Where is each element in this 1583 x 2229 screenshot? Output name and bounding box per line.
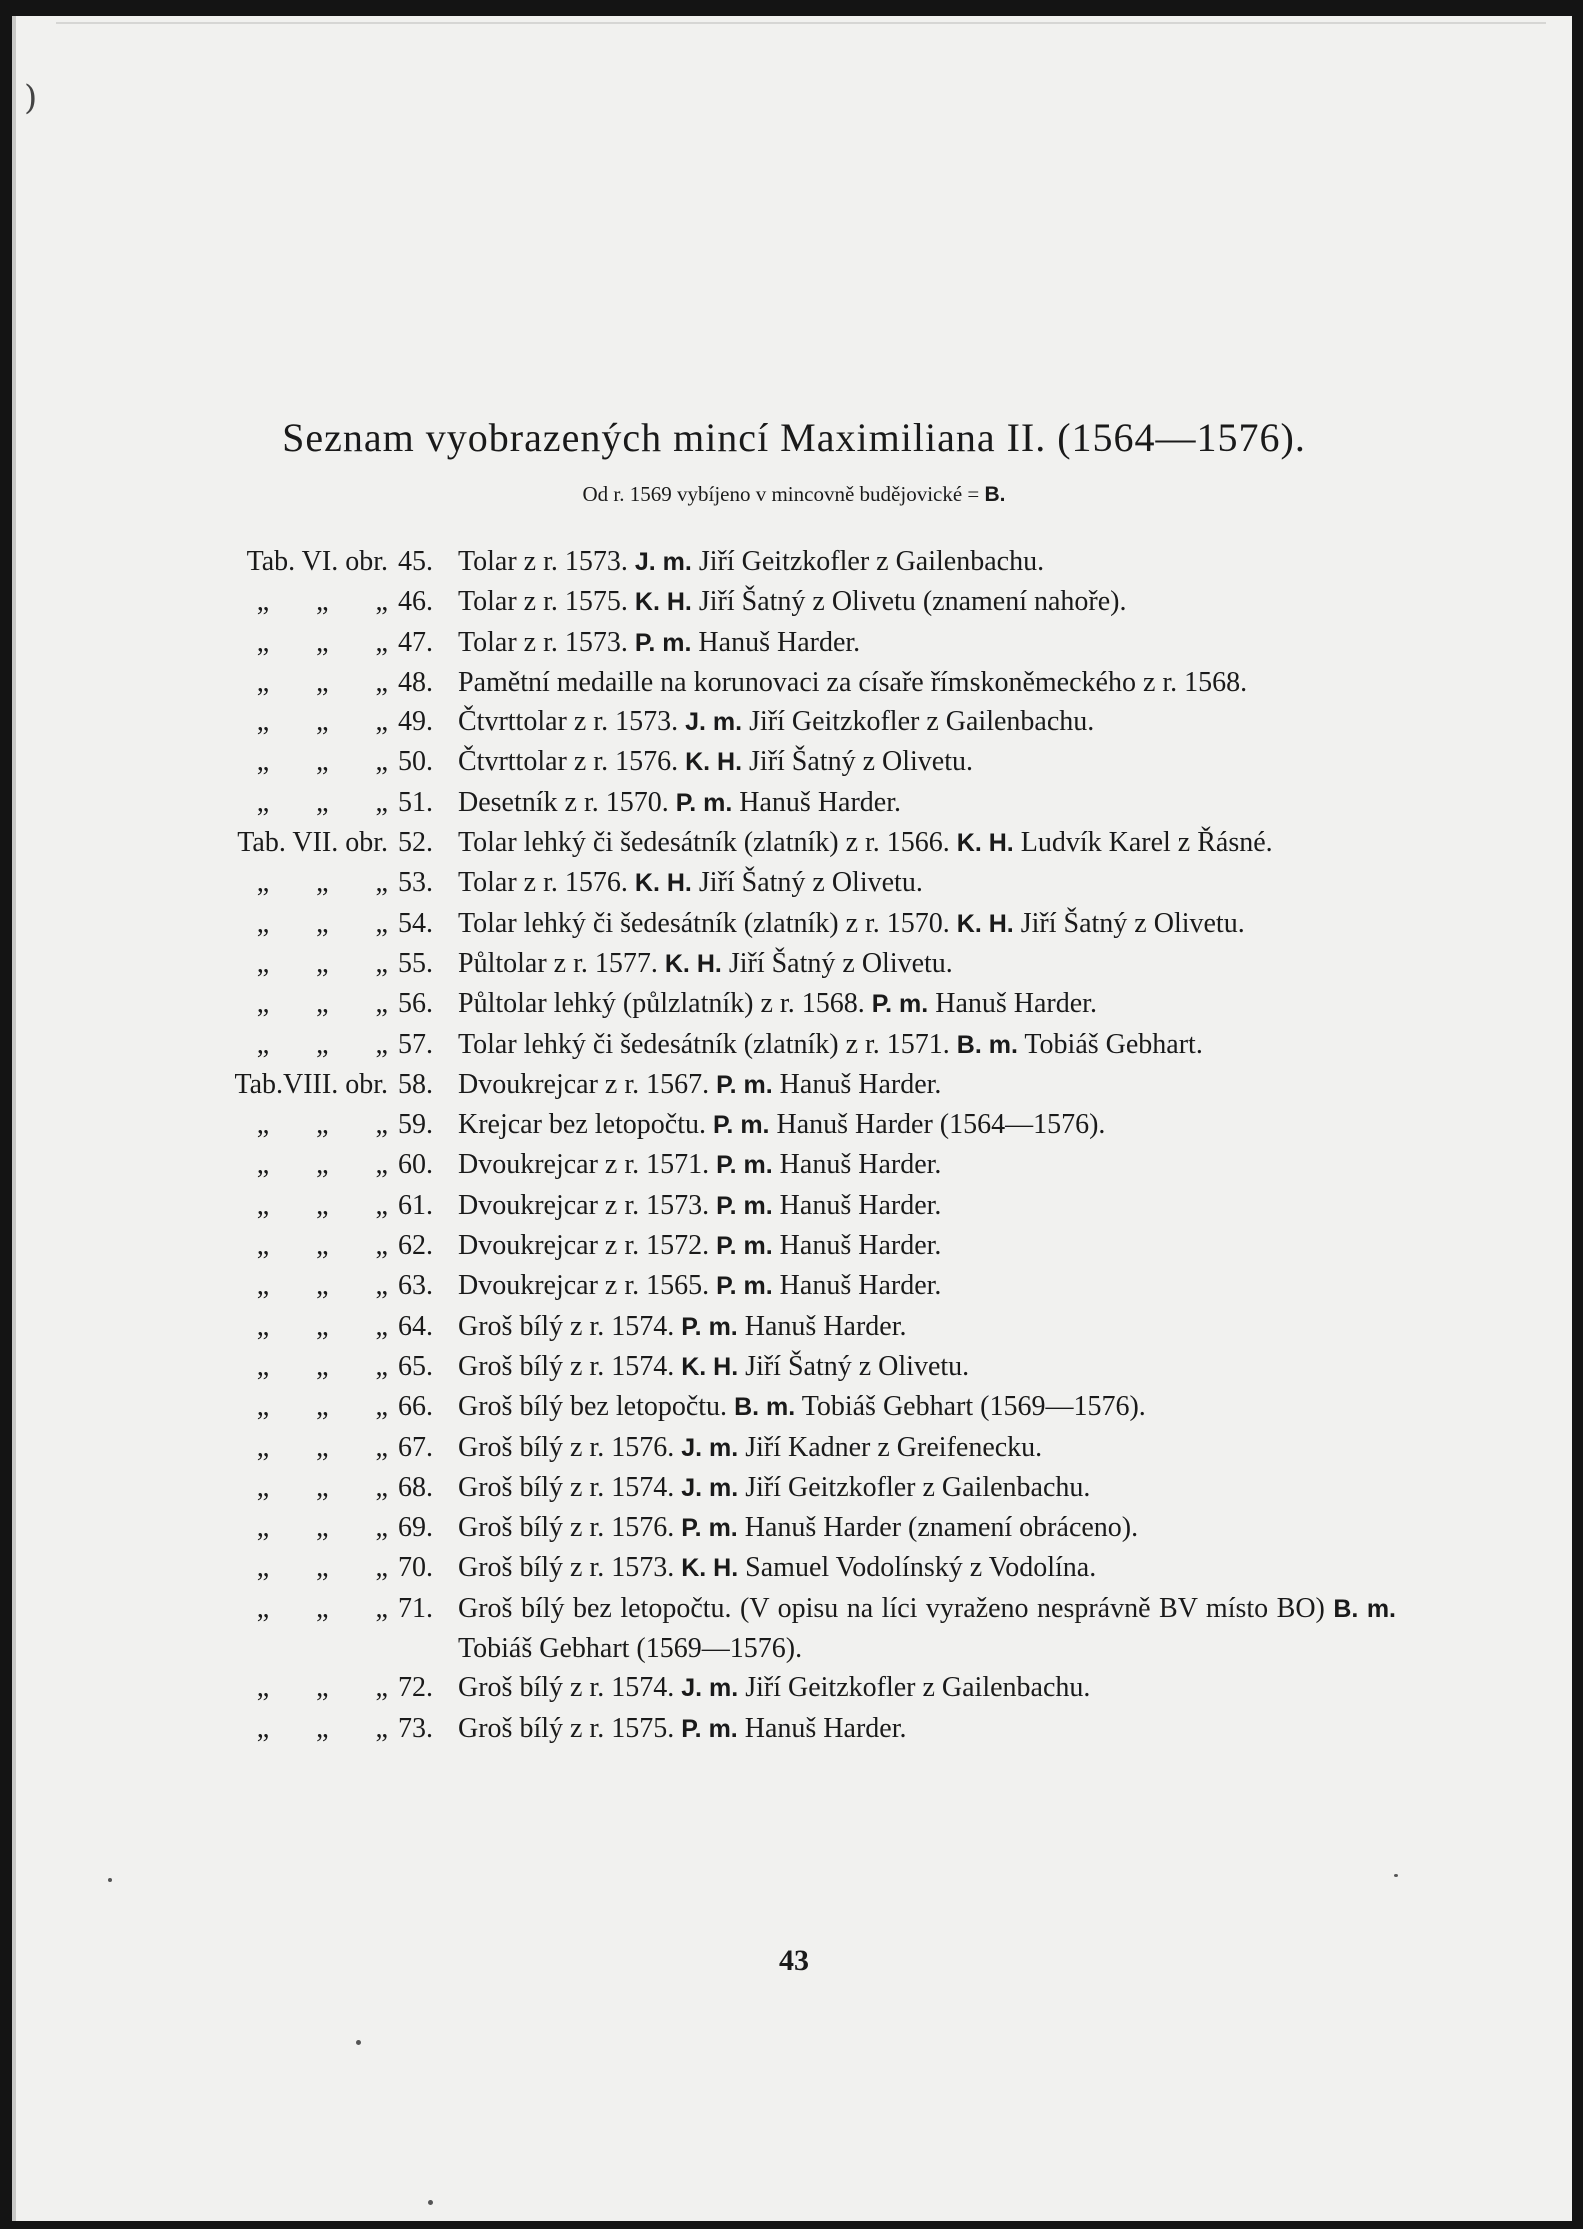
coin-description	[458, 1508, 1396, 1548]
plate-reference: „ „ „	[256, 1471, 388, 1503]
mint-mark: P. m.	[716, 1232, 773, 1261]
coin-name: Groš bílý z r. 1574.	[458, 1672, 675, 1704]
figure-number: 49.	[398, 706, 433, 738]
plate-reference: Tab.VIII. obr.	[234, 1068, 388, 1100]
mint-mark: K. H.	[956, 829, 1014, 858]
book-page	[12, 16, 1572, 2221]
list-item	[166, 1428, 1396, 1468]
list-item	[166, 944, 1396, 984]
coin-description	[458, 1347, 1396, 1387]
plate-reference: „ „ „	[256, 1028, 388, 1060]
mint-master: Jiří Šatný z Olivetu.	[698, 867, 923, 899]
list-item	[166, 904, 1396, 944]
mint-master: Tobiáš Gebhart.	[1024, 1028, 1203, 1060]
coin-name: Tolar lehký či šedesátník (zlatník) z r. 1570.	[458, 907, 950, 939]
mint-master: Hanuš Harder.	[739, 786, 902, 818]
mint-mark: J. m.	[681, 1674, 739, 1703]
coin-name: Tolar lehký či šedesátník (zlatník) z r. 1571.	[458, 1028, 950, 1060]
figure-number: 53.	[398, 867, 433, 899]
mint-mark: P. m.	[681, 1514, 738, 1543]
list-item	[166, 1105, 1396, 1145]
mint-mark: J. m.	[681, 1473, 739, 1502]
coin-list	[166, 542, 1396, 1749]
mint-master: Hanuš Harder.	[744, 1712, 907, 1744]
list-item	[166, 742, 1396, 782]
mint-master: Ludvík Karel z Řásné.	[1020, 827, 1273, 859]
plate-reference: „ „ „	[256, 586, 388, 618]
mint-mark: B. m.	[956, 1030, 1018, 1059]
figure-number: 55.	[398, 947, 433, 979]
list-item	[166, 1025, 1396, 1065]
mint-master: Tobiáš Gebhart (1569—1576).	[801, 1391, 1146, 1423]
plate-reference: „ „ „	[256, 786, 388, 818]
mint-master: Jiří Geitzkofler z Gailenbachu.	[698, 546, 1045, 577]
coin-name: Groš bílý z r. 1575.	[458, 1712, 675, 1744]
mint-mark: P. m.	[712, 1111, 770, 1140]
coin-description	[458, 1709, 1396, 1749]
print-speck	[356, 2040, 361, 2045]
list-item	[166, 1589, 1396, 1669]
coin-description	[458, 1186, 1396, 1226]
mint-mark: K. H.	[681, 1554, 739, 1583]
mint-master: Jiří Geitzkofler z Gailenbachu.	[745, 1471, 1091, 1503]
coin-name: Groš bílý z r. 1574.	[458, 1310, 675, 1342]
plate-reference: „ „ „	[256, 947, 388, 979]
print-speck	[1394, 1874, 1398, 1877]
figure-number: 51.	[398, 786, 433, 818]
plate-reference: „ „ „	[256, 867, 388, 899]
coin-name: Tolar z r. 1573.	[458, 626, 628, 658]
margin-bracket: )	[24, 78, 38, 118]
coin-name: Groš bílý z r. 1574.	[458, 1350, 675, 1382]
list-item	[166, 1668, 1396, 1708]
figure-number: 69.	[398, 1512, 433, 1544]
mint-mark: B. m.	[1333, 1594, 1396, 1623]
mint-mark: K. H.	[956, 909, 1014, 938]
list-item	[166, 1186, 1396, 1226]
mint-master: Tobiáš Gebhart (1569—1576).	[458, 1633, 803, 1665]
list-item	[166, 984, 1396, 1024]
mint-mark: P. m.	[681, 1714, 738, 1743]
figure-number: 63.	[398, 1270, 433, 1302]
mint-mark: J. m.	[685, 708, 743, 737]
figure-number: 70.	[398, 1552, 433, 1584]
plate-reference: Tab. VII. obr.	[237, 827, 388, 859]
list-item	[166, 1548, 1396, 1588]
list-item	[166, 1307, 1396, 1347]
plate-reference: Tab. VI. obr.	[246, 546, 388, 577]
coin-description	[458, 1589, 1396, 1669]
plate-reference: „ „ „	[256, 1391, 388, 1423]
page-subtitle	[16, 482, 1572, 507]
figure-number: 58.	[398, 1068, 433, 1100]
figure-number: 67.	[398, 1431, 433, 1463]
mint-master: Jiří Šatný z Olivetu (znamení nahoře).	[698, 586, 1127, 618]
coin-description	[458, 623, 1396, 663]
print-speck	[428, 2200, 433, 2205]
mint-master: Samuel Vodolínský z Vodolína.	[745, 1552, 1097, 1584]
figure-number: 65.	[398, 1350, 433, 1382]
figure-number: 68.	[398, 1471, 433, 1503]
mint-master: Hanuš Harder.	[779, 1068, 942, 1100]
coin-name: Dvoukrejcar z r. 1565.	[458, 1270, 710, 1302]
plate-reference: „ „ „	[256, 1149, 388, 1181]
mint-mark: P. m.	[675, 788, 733, 817]
coin-name: Tolar z r. 1573.	[458, 546, 628, 577]
mint-master: Jiří Geitzkofler z Gailenbachu.	[749, 706, 1095, 738]
coin-description	[458, 1065, 1396, 1105]
mint-master: Jiří Šatný z Olivetu.	[745, 1350, 970, 1382]
coin-description	[458, 1226, 1396, 1266]
plate-reference: „ „ „	[256, 1512, 388, 1544]
mint-mark: P. m.	[634, 628, 692, 657]
list-item	[166, 663, 1396, 702]
figure-number: 72.	[398, 1672, 433, 1704]
list-item	[166, 542, 1396, 582]
mint-mark: P. m.	[716, 1191, 773, 1220]
mint-master: Jiří Šatný z Olivetu.	[749, 746, 974, 778]
coin-description	[458, 1266, 1396, 1306]
plate-reference: „ „ „	[256, 1109, 388, 1141]
plate-reference: „ „ „	[256, 1310, 388, 1342]
coin-description	[458, 944, 1396, 984]
plate-reference: „ „ „	[256, 1230, 388, 1262]
coin-description	[458, 984, 1396, 1024]
mint-master: Hanuš Harder (znamení obráceno).	[744, 1512, 1139, 1544]
coin-description	[458, 1145, 1396, 1185]
mint-master: Jiří Šatný z Olivetu.	[728, 947, 953, 979]
plate-reference: „ „ „	[256, 988, 388, 1020]
mint-master: Hanuš Harder.	[698, 626, 861, 658]
figure-number: 54.	[398, 907, 433, 939]
figure-number: 45.	[398, 546, 433, 577]
mint-master: Hanuš Harder.	[935, 988, 1097, 1020]
coin-name: Groš bílý bez letopočtu. (V opisu na líci vyraženo nesprávně BV místo BO)	[458, 1592, 1325, 1624]
coin-name: Čtvrttolar z r. 1573.	[458, 706, 679, 738]
coin-name: Dvoukrejcar z r. 1567.	[458, 1068, 710, 1100]
figure-number: 64.	[398, 1310, 433, 1342]
mint-mark: J. m.	[634, 548, 692, 576]
figure-number: 59.	[398, 1109, 433, 1141]
plate-reference: „ „ „	[256, 1712, 388, 1744]
list-item	[166, 623, 1396, 663]
plate-reference: „ „ „	[256, 1350, 388, 1382]
list-item	[166, 1145, 1396, 1185]
plate-reference: „ „ „	[256, 626, 388, 658]
plate-reference: „ „ „	[256, 706, 388, 738]
coin-name: Groš bílý z r. 1573.	[458, 1552, 675, 1584]
page-title: Seznam vyobrazených mincí Maximiliana II. (1564—1576).	[282, 415, 1306, 460]
coin-description	[458, 702, 1396, 742]
figure-number: 61.	[398, 1189, 433, 1221]
list-item	[166, 1387, 1396, 1427]
coin-description	[458, 1468, 1396, 1508]
list-item	[166, 863, 1396, 903]
mint-mark: P. m.	[681, 1312, 738, 1341]
subtitle-mark: B.	[984, 483, 1006, 506]
list-item	[166, 702, 1396, 742]
coin-description	[458, 904, 1396, 944]
mint-master: Jiří Šatný z Olivetu.	[1020, 907, 1245, 939]
figure-number: 50.	[398, 746, 433, 778]
top-edge-line	[56, 22, 1546, 24]
plate-reference: „ „ „	[256, 666, 388, 698]
coin-name: Groš bílý z r. 1574.	[458, 1471, 675, 1503]
plate-reference: „ „ „	[256, 1189, 388, 1221]
subtitle-text: Od r. 1569 vybíjeno v mincovně budějovické =	[582, 482, 980, 506]
figure-number: 56.	[398, 988, 433, 1020]
list-item	[166, 823, 1396, 863]
figure-number: 73.	[398, 1712, 433, 1744]
coin-name: Krejcar bez letopočtu.	[458, 1109, 706, 1141]
plate-reference: „ „ „	[256, 746, 388, 778]
mint-mark: K. H.	[634, 588, 692, 617]
mint-master: Hanuš Harder (1564—1576).	[776, 1109, 1106, 1141]
mint-mark: K. H.	[685, 748, 743, 777]
print-speck	[108, 1878, 112, 1882]
mint-master: Jiří Kadner z Greifenecku.	[745, 1431, 1043, 1463]
list-item	[166, 1226, 1396, 1266]
figure-number: 52.	[398, 827, 433, 859]
mint-mark: P. m.	[871, 990, 929, 1019]
coin-description	[458, 1025, 1396, 1065]
coin-name: Dvoukrejcar z r. 1572.	[458, 1230, 710, 1262]
list-item	[166, 1468, 1396, 1508]
list-item	[166, 1347, 1396, 1387]
coin-name: Dvoukrejcar z r. 1573.	[458, 1189, 710, 1221]
coin-description	[458, 582, 1396, 622]
mint-mark: P. m.	[716, 1151, 773, 1180]
page-number: 43	[779, 1944, 809, 1977]
figure-number: 71.	[398, 1592, 433, 1624]
coin-name: Groš bílý z r. 1576.	[458, 1431, 675, 1463]
plate-reference: „ „ „	[256, 1592, 388, 1624]
mint-mark: K. H.	[634, 869, 692, 898]
plate-reference: „ „ „	[256, 1552, 388, 1584]
coin-name: Dvoukrejcar z r. 1571.	[458, 1149, 710, 1181]
plate-reference: „ „ „	[256, 1270, 388, 1302]
coin-description	[458, 663, 1396, 702]
coin-description	[458, 742, 1396, 782]
figure-number: 66.	[398, 1391, 433, 1423]
coin-description	[458, 1307, 1396, 1347]
coin-description	[458, 1668, 1396, 1708]
plate-reference: „ „ „	[256, 1672, 388, 1704]
figure-number: 57.	[398, 1028, 433, 1060]
list-item	[166, 1266, 1396, 1306]
coin-name: Desetník z r. 1570.	[458, 786, 669, 818]
mint-master: Hanuš Harder.	[779, 1149, 942, 1181]
coin-name: Pamětní medaille na korunovaci za císaře římskoněmeckého z r. 1568.	[458, 666, 1248, 698]
mint-mark: K. H.	[681, 1352, 739, 1381]
mint-master: Hanuš Harder.	[779, 1270, 942, 1302]
figure-number: 60.	[398, 1149, 433, 1181]
figure-number: 62.	[398, 1230, 433, 1262]
mint-master: Hanuš Harder.	[779, 1230, 942, 1262]
list-item	[166, 582, 1396, 622]
mint-mark: B. m.	[734, 1393, 796, 1422]
plate-reference: „ „ „	[256, 907, 388, 939]
coin-description	[458, 1105, 1396, 1145]
coin-name: Tolar z r. 1575.	[458, 586, 628, 618]
mint-mark: P. m.	[716, 1070, 773, 1099]
coin-description	[458, 783, 1396, 823]
coin-name: Tolar lehký či šedesátník (zlatník) z r. 1566.	[458, 827, 950, 859]
list-item	[166, 1508, 1396, 1548]
coin-description	[458, 1548, 1396, 1588]
mint-master: Jiří Geitzkofler z Gailenbachu.	[745, 1672, 1091, 1704]
coin-name: Tolar z r. 1576.	[458, 867, 628, 899]
coin-description	[458, 823, 1396, 863]
figure-number: 48.	[398, 666, 433, 698]
mint-mark: K. H.	[664, 949, 722, 978]
coin-name: Půltolar lehký (půlzlatník) z r. 1568.	[458, 988, 865, 1020]
coin-name: Čtvrttolar z r. 1576.	[458, 746, 679, 778]
plate-reference: „ „ „	[256, 1431, 388, 1463]
list-item	[166, 1065, 1396, 1105]
mint-master: Hanuš Harder.	[744, 1310, 907, 1342]
coin-name: Půltolar z r. 1577.	[458, 947, 658, 979]
coin-description	[458, 542, 1396, 582]
coin-name: Groš bílý z r. 1576.	[458, 1512, 675, 1544]
coin-description	[458, 1428, 1396, 1468]
list-item	[166, 1709, 1396, 1749]
figure-number: 46.	[398, 586, 433, 618]
figure-number: 47.	[398, 626, 433, 658]
mint-master: Hanuš Harder.	[779, 1189, 942, 1221]
coin-description	[458, 863, 1396, 903]
list-item	[166, 783, 1396, 823]
coin-description	[458, 1387, 1396, 1427]
coin-name: Groš bílý bez letopočtu.	[458, 1391, 728, 1423]
mint-mark: P. m.	[716, 1272, 773, 1301]
mint-mark: J. m.	[681, 1433, 739, 1462]
